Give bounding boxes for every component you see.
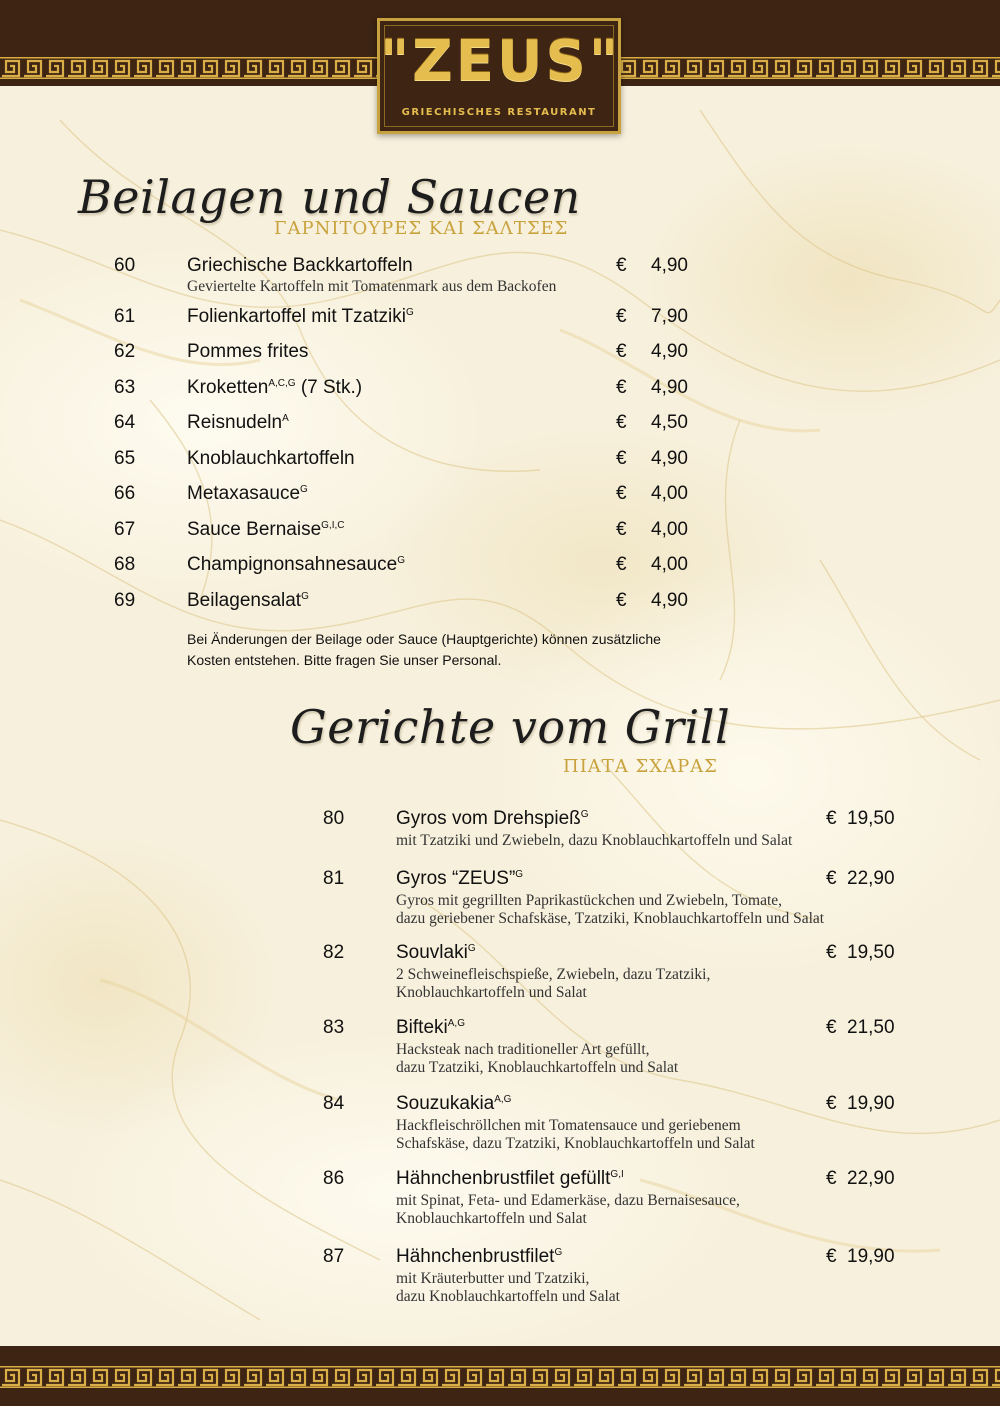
logo-name: "ZEUS" — [380, 29, 622, 94]
item-price: 4,90 — [651, 590, 688, 611]
menu-item-81 — [0, 868, 1000, 927]
item-name — [187, 448, 355, 470]
item-number: 83 — [323, 1017, 345, 1038]
item-name-text: Folienkartoffel mit Tzatziki — [187, 306, 406, 327]
item-number: 69 — [114, 590, 136, 611]
currency-symbol: € — [826, 942, 837, 963]
item-number: 82 — [323, 942, 345, 963]
item-name — [187, 306, 414, 328]
menu-item-66 — [0, 483, 1000, 513]
item-name-text: Souvlaki — [396, 942, 468, 963]
item-number: 68 — [114, 554, 136, 575]
item-name-text: Hähnchenbrustfilet gefüllt — [396, 1168, 611, 1189]
item-price: 4,00 — [651, 554, 688, 575]
menu-item-63 — [0, 377, 1000, 407]
item-price: 4,00 — [651, 519, 688, 540]
item-name — [187, 483, 308, 505]
currency-symbol: € — [616, 412, 627, 433]
item-price: 19,90 — [847, 1246, 895, 1267]
allergen-codes: G — [301, 591, 309, 602]
currency-symbol: € — [826, 1017, 837, 1038]
menu-item-60 — [0, 255, 1000, 295]
beilagen-note — [187, 629, 747, 671]
item-number: 60 — [114, 255, 136, 276]
restaurant-logo — [377, 18, 621, 134]
item-name-text: Metaxasauce — [187, 483, 301, 504]
allergen-codes: A,C,G — [268, 378, 296, 389]
item-name-text: Reisnudeln — [187, 412, 283, 433]
item-number: 65 — [114, 448, 136, 469]
item-name-text: Gyros vom Drehspieß — [396, 808, 581, 829]
allergen-codes: A,G — [447, 1018, 465, 1029]
item-number: 63 — [114, 377, 136, 398]
menu-item-61 — [0, 306, 1000, 336]
section-greek-beilagen: ΓΑΡΝΙΤΟΥΡΕΣ ΚΑΙ ΣΑΛΤΣΕΣ — [274, 218, 569, 239]
section-title-beilagen: Beilagen und Saucen — [78, 170, 581, 224]
allergen-codes: G — [580, 809, 589, 820]
item-name — [187, 590, 309, 612]
item-price: 4,90 — [651, 255, 688, 276]
allergen-codes: G — [397, 555, 405, 566]
item-price: 21,50 — [847, 1017, 895, 1038]
item-name-text: Sauce Bernaise — [187, 519, 322, 540]
item-price: 19,50 — [847, 942, 895, 963]
item-name — [187, 255, 413, 277]
logo-subtitle: GRIECHISCHES RESTAURANT — [401, 107, 597, 118]
item-description-line-2: Knoblauchkartoffeln und Salat — [396, 984, 587, 1001]
allergen-codes: A — [282, 413, 289, 424]
currency-symbol: € — [826, 1168, 837, 1189]
currency-symbol: € — [826, 868, 837, 889]
item-price: 4,90 — [651, 448, 688, 469]
section-greek-grill: ΠΙΑΤΑ ΣΧΑΡΑΣ — [563, 756, 718, 777]
menu-item-67 — [0, 519, 1000, 549]
currency-symbol: € — [616, 554, 627, 575]
item-name — [396, 942, 476, 964]
menu-item-65 — [0, 448, 1000, 478]
item-description-line-1: mit Tzatziki und Zwiebeln, dazu Knoblauchkartoffeln und Salat — [396, 832, 793, 849]
menu-item-69 — [0, 590, 1000, 620]
currency-symbol: € — [826, 808, 837, 829]
currency-symbol: € — [826, 1246, 837, 1267]
item-description: Geviertelte Kartoffeln mit Tomatenmark aus dem Backofen — [187, 278, 557, 295]
menu-item-82 — [0, 942, 1000, 1001]
item-description-line-1: 2 Schweinefleischspieße, Zwiebeln, dazu Tzatziki, — [396, 966, 711, 983]
item-number: 61 — [114, 306, 136, 327]
currency-symbol: € — [616, 519, 627, 540]
item-description-line-2: dazu geriebener Schafskäse, Tzatziki, Knoblauchkartoffeln und Salat — [396, 910, 825, 927]
item-description-line-1: mit Spinat, Feta- und Edamerkäse, dazu Bernaisesauce, — [396, 1192, 740, 1209]
currency-symbol: € — [616, 483, 627, 504]
allergen-codes: G,I,C — [321, 520, 345, 531]
item-price: 22,90 — [847, 868, 895, 889]
item-description-line-2: dazu Knoblauchkartoffeln und Salat — [396, 1288, 620, 1305]
item-number: 67 — [114, 519, 136, 540]
item-name-text: Pommes frites — [187, 341, 309, 362]
menu-item-62 — [0, 341, 1000, 371]
item-name — [396, 1017, 465, 1039]
allergen-codes: G — [554, 1247, 563, 1258]
allergen-codes: G — [467, 943, 476, 954]
menu-item-80 — [0, 808, 1000, 849]
item-name-text: Griechische Backkartoffeln — [187, 255, 413, 276]
meander-pattern-bottom — [0, 1366, 1000, 1388]
allergen-codes: G — [405, 307, 414, 318]
item-number: 62 — [114, 341, 136, 362]
item-description-line-1: mit Kräuterbutter und Tzatziki, — [396, 1270, 590, 1287]
item-name — [396, 1246, 562, 1268]
item-description-line-2: Schafskäse, dazu Tzatziki, Knoblauchkartoffeln und Salat — [396, 1135, 755, 1152]
allergen-codes: A,G — [494, 1094, 512, 1105]
item-name-text: Souzukakia — [396, 1093, 495, 1114]
item-name — [396, 1168, 624, 1190]
item-number: 80 — [323, 808, 345, 829]
item-number: 84 — [323, 1093, 345, 1114]
item-number: 64 — [114, 412, 136, 433]
item-name — [187, 412, 289, 434]
item-description-line-1: Gyros mit gegrillten Paprikastückchen und Zwiebeln, Tomate, — [396, 892, 783, 909]
item-name — [187, 377, 362, 399]
currency-symbol: € — [616, 590, 627, 611]
section-title-grill: Gerichte vom Grill — [290, 700, 731, 754]
menu-item-87 — [0, 1246, 1000, 1305]
note-line-1: Bei Änderungen der Beilage oder Sauce (Hauptgerichte) können zusätzliche — [187, 631, 661, 647]
item-price: 4,00 — [651, 483, 688, 504]
item-name-text: Gyros “ZEUS” — [396, 868, 516, 889]
menu-item-84 — [0, 1093, 1000, 1152]
item-name-text: Champignonsahnesauce — [187, 554, 398, 575]
item-name — [396, 1093, 511, 1115]
item-price: 22,90 — [847, 1168, 895, 1189]
menu-item-86 — [0, 1168, 1000, 1227]
item-description-line-2: dazu Tzatziki, Knoblauchkartoffeln und Salat — [396, 1059, 679, 1076]
item-price: 4,50 — [651, 412, 688, 433]
item-name-text: Beilagensalat — [187, 590, 302, 611]
item-number: 86 — [323, 1168, 345, 1189]
item-description-line-1: Hacksteak nach traditioneller Art gefüllt, — [396, 1041, 650, 1058]
menu-item-68 — [0, 554, 1000, 584]
item-name-text: Hähnchenbrustfilet — [396, 1246, 555, 1267]
item-price: 4,90 — [651, 377, 688, 398]
currency-symbol: € — [616, 306, 627, 327]
currency-symbol: € — [616, 255, 627, 276]
bottom-border-band — [0, 1346, 1000, 1406]
currency-symbol: € — [616, 377, 627, 398]
item-name — [396, 808, 589, 830]
item-number: 66 — [114, 483, 136, 504]
allergen-codes: G — [515, 869, 524, 880]
currency-symbol: € — [616, 341, 627, 362]
item-name — [187, 341, 308, 363]
item-price: 19,50 — [847, 808, 895, 829]
item-description-line-1: Hackfleischröllchen mit Tomatensauce und geriebenem — [396, 1117, 741, 1134]
item-number: 87 — [323, 1246, 345, 1267]
item-price: 19,90 — [847, 1093, 895, 1114]
currency-symbol: € — [616, 448, 627, 469]
item-description-line-2: Knoblauchkartoffeln und Salat — [396, 1210, 587, 1227]
item-name — [187, 519, 345, 541]
allergen-codes: G — [300, 484, 308, 495]
item-name — [187, 554, 405, 576]
item-name-text: Bifteki — [396, 1017, 448, 1038]
item-name-text: Knoblauchkartoffeln — [187, 448, 355, 469]
menu-item-64 — [0, 412, 1000, 442]
currency-symbol: € — [826, 1093, 837, 1114]
item-name — [396, 868, 523, 890]
item-name-text: Kroketten — [187, 377, 269, 398]
menu-item-83 — [0, 1017, 1000, 1076]
item-price: 4,90 — [651, 341, 688, 362]
item-price: 7,90 — [651, 306, 688, 327]
item-name-suffix: (7 Stk.) — [295, 377, 363, 398]
item-number: 81 — [323, 868, 345, 889]
allergen-codes: G,I — [610, 1169, 624, 1180]
note-line-2: Kosten entstehen. Bitte fragen Sie unser Personal. — [187, 652, 502, 668]
